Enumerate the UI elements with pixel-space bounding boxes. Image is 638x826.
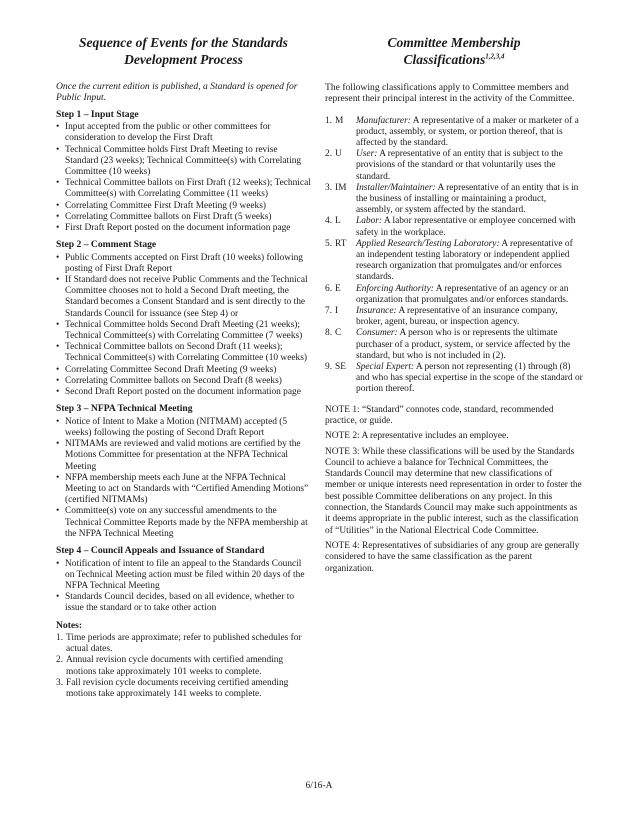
classification-desc: A representative of an agency or an organization that promulgates and/or enforces standards.	[356, 283, 569, 305]
classification-code: U	[335, 149, 342, 160]
step-bullet-item	[56, 178, 311, 200]
bullet-dot: •	[56, 416, 60, 427]
right-intro: The following classifications apply to Committee members and represent their principal interest in the activity of the Committee.	[325, 82, 575, 105]
bullet-dot: •	[56, 558, 60, 569]
step-heading: Step 3 – NFPA Technical Meeting	[56, 403, 193, 415]
bullet-text: Notice of Intent to Make a Motion (NITMAM) accepted (5 weeks) following the posting of Second Draft Report	[65, 416, 288, 438]
bullet-text: Notification of intent to file an appeal to the Standards Council on Technical Meeting action must be filed within 20 days of the NFPA Technical Meeting	[65, 558, 305, 591]
title-superscript: 1,2,3,4	[485, 52, 505, 61]
bullet-dot: •	[56, 592, 60, 603]
classification-item	[325, 328, 583, 362]
step-heading: Step 2 – Comment Stage	[56, 239, 157, 251]
bullet-text: Technical Committee holds Second Draft Meeting (21 weeks); Technical Committee(s) with Correlating Committee (7 weeks)	[65, 319, 303, 342]
classification-notes	[325, 405, 583, 575]
bullet-text: Committee(s) vote on any successful amendments to the Technical Committee Reports made by the NFPA membership at the NFPA Technical Meeting	[65, 506, 308, 539]
bullet-text: First Draft Report posted on the document information page	[65, 222, 291, 233]
step-bullet-item	[56, 223, 311, 234]
bullet-dot: •	[56, 211, 60, 222]
classification-term: Enforcing Authority:	[356, 283, 434, 294]
step-bullet-item	[56, 592, 311, 614]
step-bullet-item	[56, 201, 311, 212]
bullet-text: If Standard does not receive Public Comments and the Technical Committee chooses not to hold a Second Draft meeting, the Standard becomes a Consent Standard and is sent directly to the Standards Council for issuance (see Step 4) or	[65, 275, 308, 319]
step-bullet-item	[56, 212, 311, 223]
classification-number: 2.	[325, 149, 333, 160]
bullet-dot: •	[56, 178, 60, 189]
classification-code: IM	[335, 182, 347, 193]
bullet-text: Second Draft Report posted on the document information page	[65, 387, 301, 398]
bullet-dot: •	[56, 506, 60, 517]
left-title-line1: Sequence of Events for the Standards	[79, 35, 288, 50]
step-bullet-item	[56, 439, 311, 473]
classification-desc: A representative of an independent testing laboratory or independent applied research organization that promulgates and/or enforces standards.	[356, 238, 573, 283]
note-item	[56, 678, 311, 700]
classification-code: RT	[335, 238, 347, 249]
classification-code: L	[335, 216, 341, 227]
step-bullet-list	[56, 253, 311, 399]
right-title-line1: Committee Membership	[387, 35, 521, 50]
step-bullet-list	[56, 122, 311, 234]
classification-number: 4.	[325, 216, 333, 227]
classification-number: 5.	[325, 238, 333, 249]
classification-note: NOTE 4: Representatives of subsidiaries of any group are generally considered to have the same classification as the parent organization.	[325, 540, 580, 574]
bullet-dot: •	[56, 439, 60, 450]
classification-term: User:	[356, 149, 378, 160]
right-column	[325, 34, 583, 579]
bullet-dot: •	[56, 144, 60, 155]
steps-container	[56, 109, 311, 615]
classification-term: Consumer:	[356, 328, 398, 339]
bullet-dot: •	[56, 342, 60, 353]
classification-term: Labor:	[356, 216, 383, 227]
note-item	[56, 633, 311, 655]
bullet-text: Input accepted from the public or other committees for consideration to develop the First Draft	[65, 122, 271, 144]
classification-number: 1.	[325, 115, 333, 126]
classification-term: Applied Research/Testing Laboratory:	[356, 238, 500, 249]
classification-note: NOTE 2: A representative includes an employee.	[325, 431, 509, 442]
note-number: 1.	[56, 633, 64, 644]
classification-term: Special Expert:	[356, 362, 415, 373]
note-number: 3.	[56, 677, 64, 688]
bullet-dot: •	[56, 222, 60, 233]
bullet-text: Correlating Committee First Draft Meeting (9 weeks)	[65, 200, 266, 211]
notes-list	[56, 633, 311, 700]
step-bullet-item	[56, 275, 311, 320]
classification-item	[325, 216, 583, 238]
bullet-text: Technical Committee ballots on Second Draft (11 weeks); Technical Committee(s) with Correlating Committee (10 weeks)	[65, 342, 307, 364]
note-text: Annual revision cycle documents with certified amending motions take approximately 101 weeks to complete.	[66, 655, 284, 677]
bullet-text: NITMAMs are reviewed and valid motions are certified by the Motions Committee for presentation at the NFPA Technical Meeting	[65, 439, 301, 472]
step-bullet-list	[56, 417, 311, 540]
notes-heading: Notes:	[56, 619, 83, 631]
step-bullet-item	[56, 473, 311, 507]
classification-code: M	[335, 115, 344, 126]
step-bullet-item	[56, 122, 311, 144]
classification-item	[325, 183, 583, 217]
classification-item	[325, 239, 583, 284]
bullet-dot: •	[56, 275, 60, 286]
classification-code: C	[335, 328, 342, 339]
classification-list	[325, 116, 583, 396]
classification-item	[325, 284, 583, 306]
bullet-dot: •	[56, 364, 60, 375]
classification-number: 9.	[325, 362, 333, 373]
classification-item	[325, 306, 583, 328]
bullet-dot: •	[56, 387, 60, 398]
right-title	[325, 34, 583, 68]
classification-code: E	[335, 283, 341, 294]
classification-code: SE	[335, 362, 346, 373]
classification-number: 8.	[325, 328, 333, 339]
classification-term: Manufacturer:	[356, 115, 411, 126]
note-number: 2.	[56, 655, 64, 666]
bullet-text: Correlating Committee Second Draft Meeting (9 weeks)	[65, 364, 277, 375]
step-heading: Step 1 – Input Stage	[56, 108, 139, 120]
note-text: Fall revision cycle documents receiving certified amending motions take approximately 141 weeks to complete.	[66, 677, 289, 700]
bullet-text: Standards Council decides, based on all evidence, whether to issue the standard or to take other action	[65, 592, 295, 614]
classification-item	[325, 149, 583, 183]
bullet-text: Public Comments accepted on First Draft (10 weeks) following posting of First Draft Report	[65, 252, 303, 274]
bullet-text: Technical Committee holds First Draft Meeting to revise Standard (23 weeks); Technical Committee(s) with Correlating Committee (10 weeks)	[65, 144, 302, 177]
left-title	[56, 34, 311, 68]
classification-number: 7.	[325, 306, 333, 317]
classification-desc: A person not representing (1) through (8) and who has special expertise in the scope of the standard or portion thereof.	[356, 362, 583, 395]
step-bullet-item	[56, 365, 311, 376]
classification-number: 6.	[325, 283, 333, 294]
bullet-dot: •	[56, 375, 60, 386]
step-bullet-item	[56, 145, 311, 179]
classification-desc: A representative of a maker or marketer of a product, assembly, or system, or portion thereof, that is affected by the standard.	[356, 115, 579, 148]
step-bullet-item	[56, 320, 311, 342]
step-heading: Step 4 – Council Appeals and Issuance of Standard	[56, 545, 265, 556]
classification-term: Installer/Maintainer:	[356, 182, 436, 193]
bullet-dot: •	[56, 252, 60, 263]
classification-note: NOTE 1: “Standard” connotes code, standard, recommended practice, or guide.	[325, 404, 554, 426]
classification-note: NOTE 3: While these classifications will be used by the Standards Council to achieve a balance for Technical Committees, the Standards Council may determine that new classifications of member or unique interests need representation in order to foster the best possible Committee deliberations on any project. In this connection, the Standards Council may make such appointments as it deems appropriate in the public interest, such as the classification of “Utilities” in the National Electrical Code Committee.	[325, 446, 582, 536]
classification-item	[325, 116, 583, 150]
left-intro: Once the current edition is published, a Standard is opened for Public Input.	[56, 81, 298, 104]
classification-term: Insurance:	[356, 306, 397, 317]
right-title-line2: Classifications	[403, 52, 486, 67]
step-bullet-item	[56, 376, 311, 387]
left-column	[56, 34, 311, 700]
bullet-text: Technical Committee ballots on First Draft (12 weeks); Technical Committee(s) with Correlating Committee (11 weeks)	[65, 178, 311, 200]
step-bullet-list	[56, 559, 311, 615]
step-bullet-item	[56, 417, 311, 439]
classification-desc: A representative of an entity that is subject to the provisions of the standard or that voluntarily uses the standard.	[356, 149, 563, 182]
bullet-text: Correlating Committee ballots on Second Draft (8 weeks)	[65, 375, 282, 386]
note-text: Time periods are approximate; refer to published schedules for actual dates.	[66, 633, 302, 655]
step-bullet-item	[56, 253, 311, 275]
step-bullet-item	[56, 506, 311, 540]
bullet-text: NFPA membership meets each June at the NFPA Technical Meeting to act on Standards with “Certified Amending Motions” (certified NITMAMs)	[65, 472, 309, 506]
classification-code: I	[335, 306, 339, 317]
classification-desc: A labor representative or employee concerned with safety in the workplace.	[356, 216, 576, 238]
bullet-dot: •	[56, 319, 60, 330]
step-bullet-item	[56, 342, 311, 364]
note-item	[56, 655, 311, 677]
classification-desc: A representative of an entity that is in the business of installing or maintaining a product, assembly, or system affected by the standard.	[356, 182, 579, 216]
bullet-dot: •	[56, 472, 60, 483]
classification-number: 3.	[325, 182, 333, 193]
bullet-text: Correlating Committee ballots on First Draft (5 weeks)	[65, 211, 272, 222]
classification-item	[325, 362, 583, 396]
left-title-line2: Development Process	[124, 52, 243, 67]
page-number: 6/16-A	[305, 781, 333, 791]
step-bullet-item	[56, 559, 311, 593]
classification-desc: A person who is or represents the ultimate purchaser of a product, system, or service affected by the standard, but who is not included in (2).	[356, 328, 571, 361]
step-bullet-item	[56, 387, 311, 398]
bullet-dot: •	[56, 122, 60, 133]
classification-desc: A representative of an insurance company, broker, agent, bureau, or inspection agency.	[356, 306, 558, 328]
bullet-dot: •	[56, 200, 60, 211]
